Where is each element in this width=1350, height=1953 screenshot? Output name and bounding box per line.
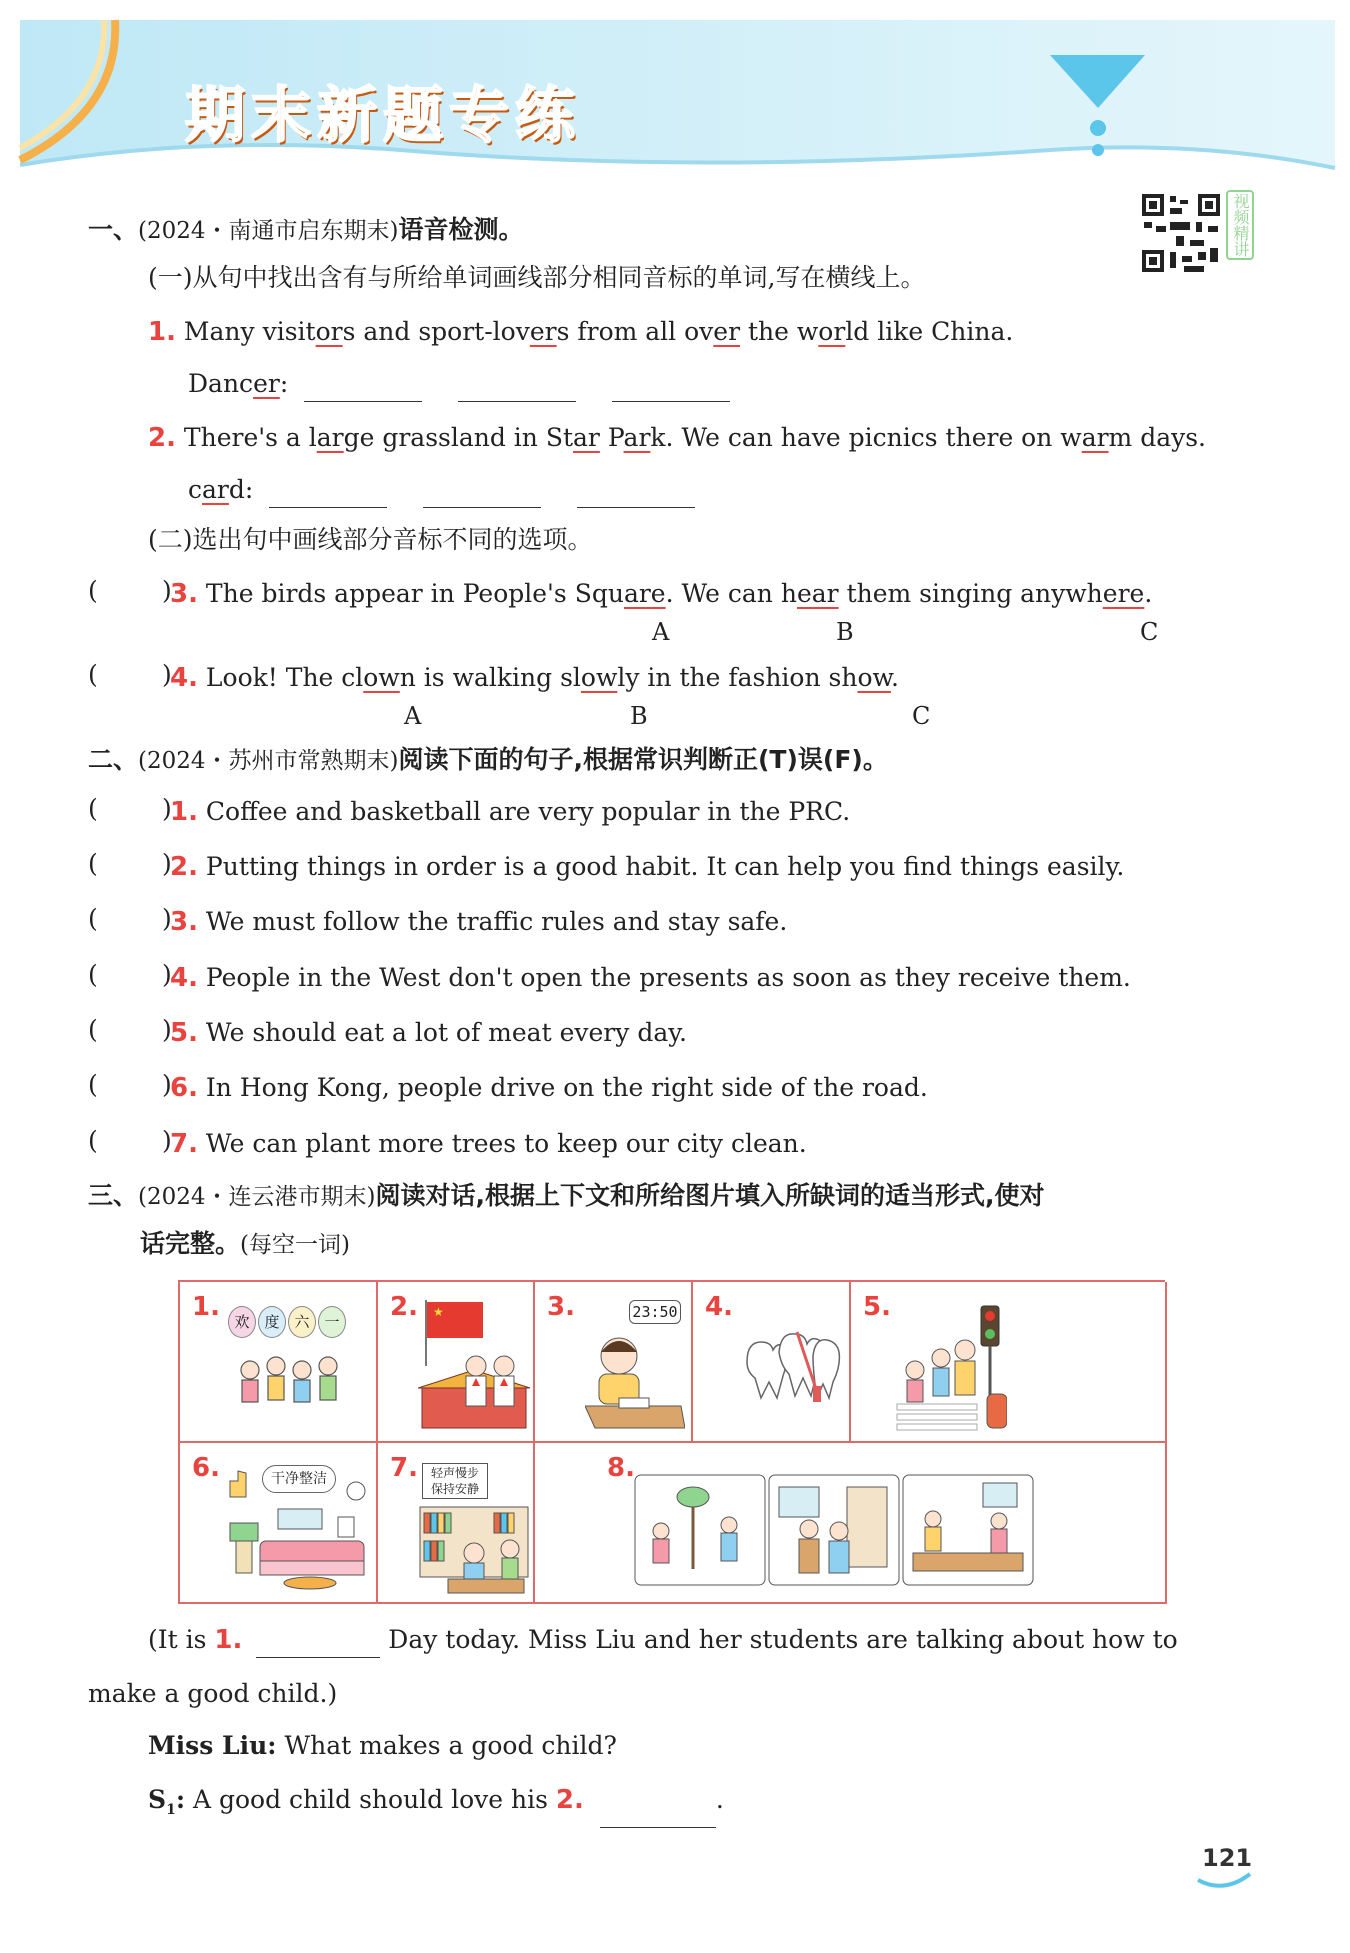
dialogue-intro-cont: make a good child.) — [88, 1679, 338, 1708]
tf-item: 1. Coffee and basketball are very popular in the PRC. — [170, 797, 851, 827]
option-c: C — [912, 702, 931, 730]
option-b: B — [836, 618, 854, 646]
picture-cell-6: 6. 干净整洁 — [180, 1443, 378, 1604]
s1-q4: 4. Look! The clown is walking slowly in the fashion show. — [170, 663, 899, 693]
children-illustration — [228, 1336, 358, 1428]
tf-item: 3. We must follow the traffic rules and stay safe. — [170, 907, 788, 937]
section3-heading-cont: 话完整。(每空一词) — [140, 1229, 350, 1258]
picture-cell-4: 4. — [693, 1282, 851, 1443]
answer-blank[interactable] — [304, 375, 422, 402]
activities-illustration — [633, 1473, 1053, 1589]
page-number-swoosh — [1196, 1872, 1252, 1892]
balloon: 一 — [318, 1306, 346, 1338]
picture-cell-2: 2. ★ — [378, 1282, 535, 1443]
balloons-picture — [228, 1300, 368, 1428]
answer-blank[interactable] — [612, 375, 730, 402]
option-a: A — [652, 618, 670, 646]
option-a: A — [404, 702, 422, 730]
dialogue-line-teacher: Miss Liu: What makes a good child? — [148, 1731, 617, 1760]
s1-q1: 1. Many visitors and sport-lovers from all over the world like China. — [148, 317, 1014, 347]
page-number: 121 — [1202, 1844, 1253, 1872]
svg-text:★: ★ — [433, 1305, 444, 1319]
qr-code-icon — [1140, 192, 1222, 274]
quiet-sign-line: 轻声慢步 — [430, 1466, 479, 1480]
tf-item: 6. In Hong Kong, people drive on the right side of the road. — [170, 1073, 928, 1103]
picture-table — [178, 1280, 1165, 1604]
quiet-sign — [422, 1463, 488, 1499]
s1-q2: 2. There's a large grassland in Star Park. We can have picnics there on warm days. — [148, 423, 1207, 453]
option-b: B — [630, 702, 648, 730]
picture-cell-5: 5. — [851, 1282, 1167, 1443]
s1-q3: 3. The birds appear in People's Square. We can hear them singing anywhere. — [170, 579, 1153, 609]
answer-blank[interactable] — [269, 481, 387, 508]
section2-heading: 二、(2024・苏州市常熟期末)阅读下面的句子,根据常识判断正(T)误(F)。 — [88, 745, 888, 774]
picture-cell-8: 8. — [535, 1443, 1167, 1604]
dialogue-intro: (It is 1. Day today. Miss Liu and her students are talking about how to — [148, 1622, 1178, 1658]
section1-heading: 一、(2024・南通市启东期末)语音检测。 — [88, 215, 524, 244]
tf-item: 4. People in the West don't open the presents as soon as they receive them. — [170, 963, 1131, 993]
tidy-room-illustration — [224, 1461, 372, 1597]
picture-cell-1: 1. 欢 度 六 一 — [180, 1282, 378, 1443]
boy-studying-illustration — [585, 1328, 685, 1436]
header-banner — [0, 0, 1350, 175]
answer-blank[interactable] — [577, 481, 695, 508]
section1-part2-title: (二)选出句中画线部分音标不同的选项。 — [148, 525, 593, 554]
qr-code[interactable] — [1140, 192, 1222, 274]
crosswalk-illustration — [895, 1300, 1007, 1436]
qr-label: 视频精讲 — [1226, 190, 1254, 260]
page-title: 期末新题专练 — [185, 81, 581, 151]
balloon: 度 — [258, 1306, 286, 1338]
answer-blank[interactable] — [600, 1801, 716, 1828]
balloon: 六 — [288, 1306, 316, 1338]
s1-q1-answer-row: Dancer: — [188, 366, 730, 402]
section3-heading: 三、(2024・连云港市期末)阅读对话,根据上下文和所给图片填入所缺词的适当形式,使对 — [88, 1181, 1045, 1210]
tf-item: 5. We should eat a lot of meat every day. — [170, 1018, 687, 1048]
option-c: C — [1140, 618, 1159, 646]
tf-item: 7. We can plant more trees to keep our city clean. — [170, 1129, 807, 1159]
clock-display: 23:50 — [629, 1300, 681, 1324]
answer-blank[interactable] — [256, 1631, 380, 1658]
dialogue-line-student: $S_1$: A good child should love his 2. . — [148, 1782, 724, 1828]
teeth-illustration — [743, 1312, 843, 1422]
answer-blank[interactable] — [423, 481, 541, 508]
s1-q2-answer-row: card: — [188, 472, 695, 508]
balloon: 欢 — [228, 1306, 256, 1338]
quiet-sign-line: 保持安静 — [430, 1482, 479, 1496]
answer-blank[interactable] — [458, 375, 576, 402]
tf-item: 2. Putting things in order is a good habit. It can help you find things easily. — [170, 852, 1125, 882]
picture-cell-7: 7. 轻声慢步 保持安静 — [378, 1443, 535, 1604]
library-illustration — [418, 1503, 530, 1599]
picture-cell-3: 3. 23:50 — [535, 1282, 693, 1443]
section1-part1-title: (一)从句中找出含有与所给单词画线部分相同音标的单词,写在横线上。 — [148, 263, 926, 292]
flag-and-gate-illustration — [418, 1296, 530, 1436]
tidy-sign: 干净整洁 — [262, 1465, 336, 1493]
